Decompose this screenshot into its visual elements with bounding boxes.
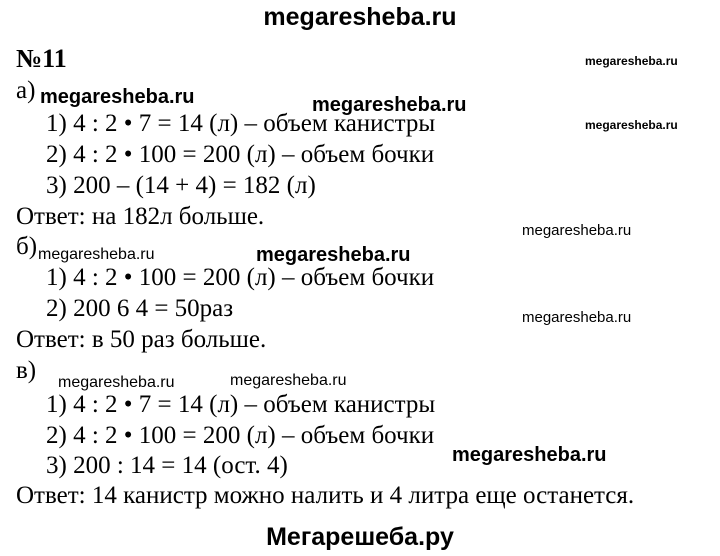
watermark: megaresheba.ru <box>58 374 175 391</box>
watermark: megaresheba.ru <box>522 309 632 326</box>
watermark: megaresheba.ru <box>38 246 155 263</box>
part-a-step-3: 3) 200 – (14 + 4) = 182 (л) <box>46 172 316 199</box>
part-c-answer: Ответ: 14 канистр можно налить и 4 литра еще останется. <box>16 482 635 509</box>
part-c-step-2: 2) 4 : 2 • 100 = 200 (л) – объем бочки <box>46 422 435 449</box>
part-a-label: а) <box>16 77 36 104</box>
part-a-step-1: 1) 4 : 2 • 7 = 14 (л) – объем канистры <box>46 110 436 137</box>
site-footer: Мегарешеба.ру <box>266 523 454 551</box>
part-a-step-2: 2) 4 : 2 • 100 = 200 (л) – объем бочки <box>46 141 435 168</box>
part-c-step-1: 1) 4 : 2 • 7 = 14 (л) – объем канистры <box>46 391 436 418</box>
part-c-label: в) <box>16 357 37 384</box>
watermark: megaresheba.ru <box>452 444 607 466</box>
watermark: megaresheba.ru <box>230 372 347 389</box>
part-a-answer: Ответ: на 182л больше. <box>16 203 265 230</box>
part-b-step-2: 2) 200 6 4 = 50раз <box>46 295 234 322</box>
part-c-step-3: 3) 200 : 14 = 14 (ост. 4) <box>46 452 288 479</box>
watermark: megaresheba.ru <box>522 222 632 239</box>
site-header: megaresheba.ru <box>263 3 457 31</box>
problem-number: №11 <box>16 44 67 73</box>
watermark: megaresheba.ru <box>40 86 195 108</box>
part-b-label: б) <box>16 233 38 260</box>
watermark: megaresheba.ru <box>312 94 467 116</box>
watermark: megaresheba.ru <box>256 244 411 266</box>
watermark: megaresheba.ru <box>585 118 678 132</box>
watermark: megaresheba.ru <box>585 54 678 68</box>
part-b-answer: Ответ: в 50 раз больше. <box>16 326 267 353</box>
part-b-step-1: 1) 4 : 2 • 100 = 200 (л) – объем бочки <box>46 264 435 291</box>
